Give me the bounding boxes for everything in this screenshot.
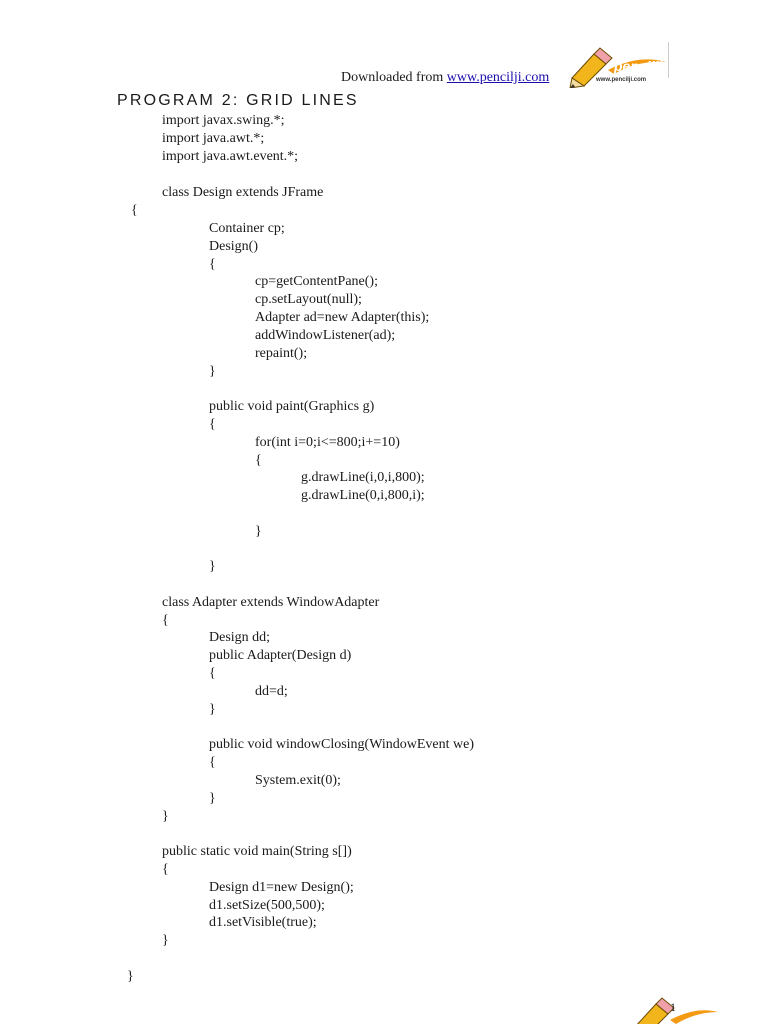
header-prefix: Downloaded from [341, 70, 447, 85]
download-header [341, 70, 549, 86]
code-line: } [209, 702, 216, 717]
code-line: import java.awt.*; [162, 131, 265, 146]
code-line: { [162, 613, 169, 628]
code-line: { [209, 755, 216, 770]
code-line: } [162, 933, 169, 948]
side-text-top [668, 42, 673, 78]
code-line: public void paint(Graphics g) [209, 399, 375, 414]
pencilji-link[interactable]: www.pencilji.com [446, 70, 550, 85]
logo-url: www.pencilji.com [596, 77, 647, 83]
code-line: Design dd; [209, 630, 271, 645]
pencilji-logo [568, 44, 668, 88]
code-line: cp=getContentPane(); [255, 274, 378, 289]
code-line: Container cp; [209, 221, 285, 236]
code-line: g.drawLine(0,i,800,i); [301, 488, 425, 503]
code-line: } [255, 524, 262, 539]
code-line: } [209, 791, 216, 806]
code-line: Adapter ad=new Adapter(this); [255, 310, 430, 325]
code-line: { [162, 862, 169, 877]
code-line: public static void main(String s[]) [162, 844, 352, 859]
code-line: d1.setVisible(true); [209, 915, 317, 930]
code-line: { [255, 453, 262, 468]
code-line: class Adapter extends WindowAdapter [162, 595, 380, 610]
code-line: Design d1=new Design(); [209, 880, 354, 895]
code-line: import javax.swing.*; [162, 113, 285, 128]
code-line: cp.setLayout(null); [255, 292, 362, 307]
code-line: { [209, 257, 216, 272]
code-line: public Adapter(Design d) [209, 648, 352, 663]
code-line: addWindowListener(ad); [255, 328, 396, 343]
code-line: { [131, 203, 138, 218]
page-title: PROGRAM 2: GRID LINES [117, 92, 359, 109]
code-line: } [162, 809, 169, 824]
code-line: { [209, 417, 216, 432]
code-line: repaint(); [255, 346, 308, 361]
code-line: d1.setSize(500,500); [209, 898, 325, 913]
code-line: import java.awt.event.*; [162, 149, 299, 164]
code-line: { [209, 666, 216, 681]
code-line: Design() [209, 239, 258, 254]
code-line: dd=d; [255, 684, 288, 699]
code-line: System.exit(0); [255, 773, 341, 788]
code-line: } [127, 969, 134, 984]
page-number: 1 [670, 1000, 676, 1014]
code-line: g.drawLine(i,0,i,800); [301, 470, 425, 485]
code-line: class Design extends JFrame [162, 185, 324, 200]
code-line: } [209, 364, 216, 379]
code-line: public void windowClosing(WindowEvent we) [209, 737, 475, 752]
code-line: for(int i=0;i<=800;i+=10) [255, 435, 400, 450]
logo-brand: pencilji [614, 58, 663, 74]
code-line: } [209, 559, 216, 574]
